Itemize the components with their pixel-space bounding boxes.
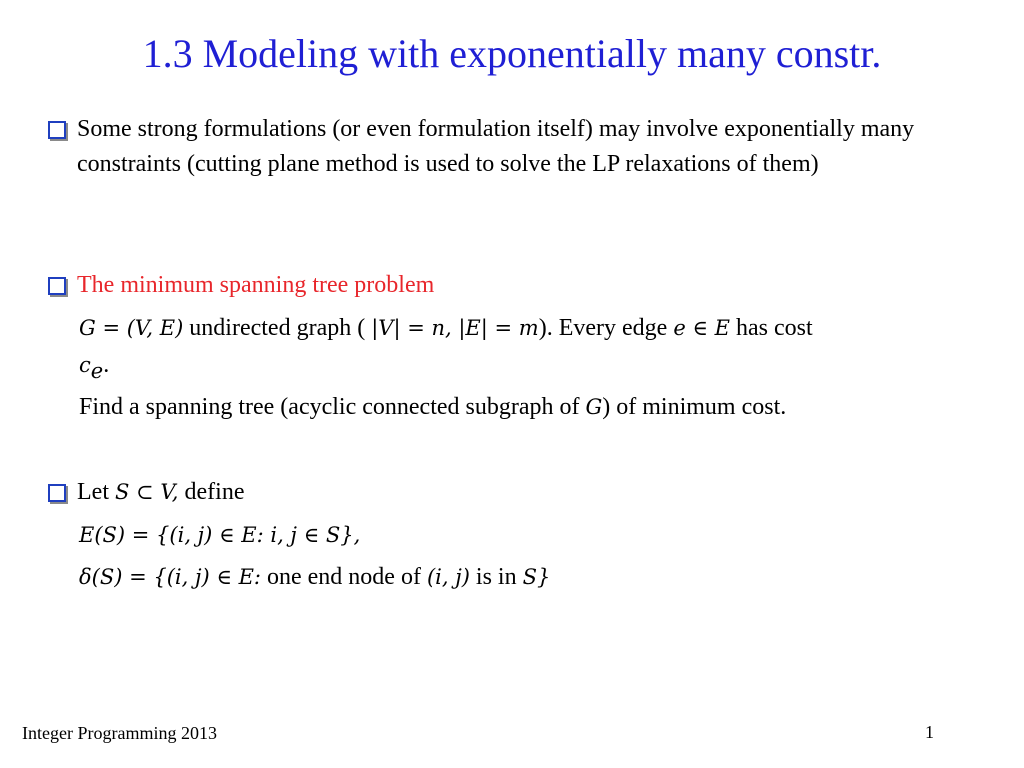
bullet-1-text: Some strong formulations (or even formulation itself) may involve exponentially many constraints (cutting plane method is used to solve the LP relaxations of them) [77,116,915,177]
text-find-spanning-tree: Find a spanning tree (acyclic connected subgraph of [79,394,586,420]
text-let: Let [77,479,115,505]
math-s-close: S} [522,565,551,589]
definition-delta-of-s [79,560,550,595]
text-min-cost: ) of minimum cost. [602,394,787,420]
cost-line [79,348,109,389]
checkbox-bullet-icon [48,277,66,295]
math-delta-of-s: δ(S) = {(i, j) ∈ E: [79,565,261,589]
math-g: G [585,395,603,419]
graph-definition-line [79,311,813,346]
math-subset: S ⊂ V, [114,480,179,504]
spanning-tree-task-line [79,390,786,425]
checkbox-bullet-icon [48,121,66,139]
text-define: define [178,479,245,505]
math-edge-in-e: e ∈ E [673,316,730,340]
text-one-end-node: one end node of [261,564,427,590]
page-number: 1 [925,722,934,742]
math-cost-subscript: e [90,358,104,383]
text-has-cost: has cost [729,315,813,341]
math-e-of-s: E(S) = {(i, j) ∈ E: i, j ∈ S}, [79,523,361,547]
math-cardinalities: |V| = n, |E| = m [371,316,539,340]
bullet-2-heading: The minimum spanning tree problem [77,272,435,298]
text-is-in: is in [469,564,523,590]
text-undirected-graph: undirected graph ( [183,315,372,341]
text-every-edge: ). Every edge [538,315,674,341]
math-graph: G = (V, E) [79,316,184,340]
text-period: . [103,352,110,378]
footer-course: Integer Programming 2013 [22,723,217,743]
bullet-item-1 [48,112,957,182]
math-cost-var: c [79,353,91,377]
checkbox-bullet-icon [48,484,66,502]
definition-e-of-s [79,518,360,553]
slide-title: 1.3 Modeling with exponentially many constr. [142,31,882,76]
bullet-item-3 [48,475,957,510]
bullet-item-2 [48,268,957,303]
math-ij: (i, j) [426,565,470,589]
bullet-3-lead [77,475,957,510]
